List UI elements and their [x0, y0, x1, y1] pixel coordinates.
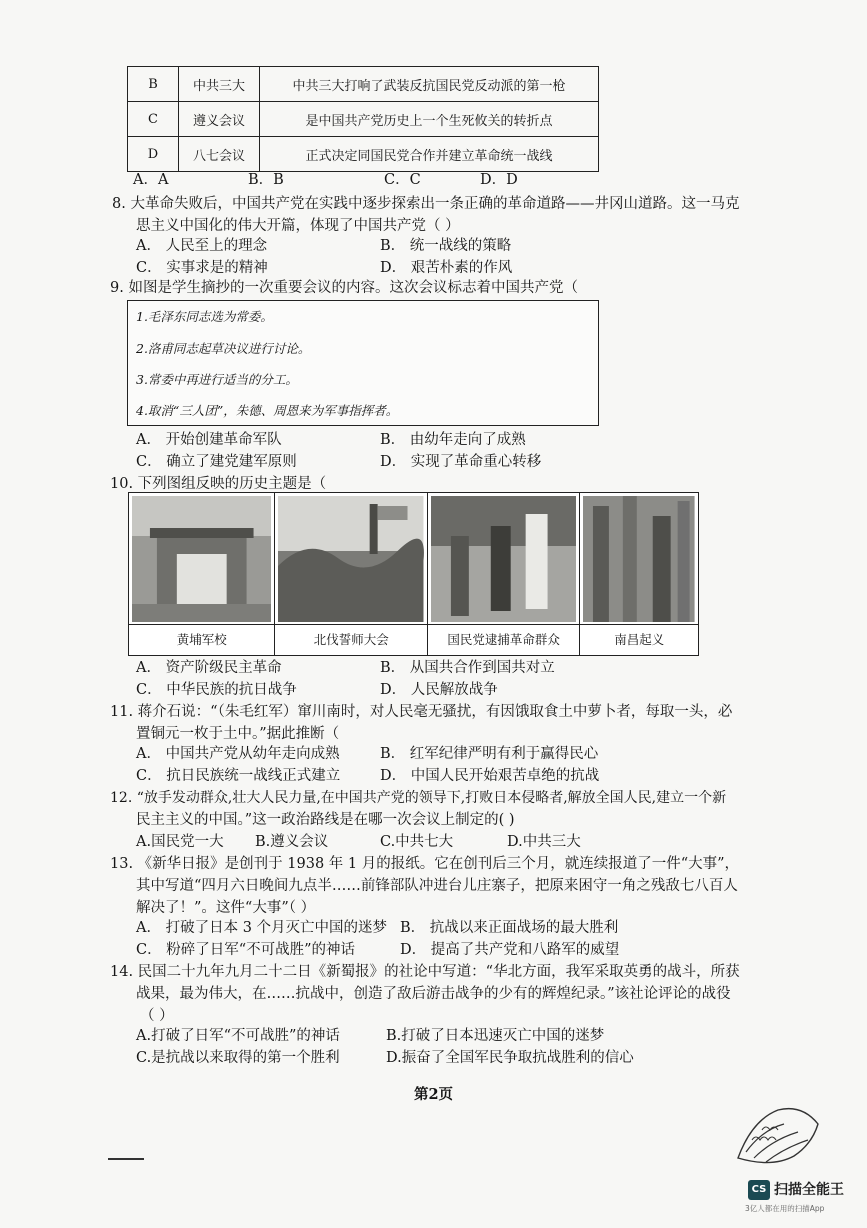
table-cell: B	[128, 67, 179, 102]
meeting-notes-box	[127, 300, 599, 426]
photo-cell	[428, 493, 580, 655]
q14-option-c[interactable]: C.是抗战以来取得的第一个胜利	[136, 1050, 340, 1066]
q13-option-a[interactable]: A． 打破了日本 3 个月灭亡中国的迷梦	[136, 920, 388, 936]
q10-option-c[interactable]: C． 中华民族的抗日战争	[136, 682, 297, 698]
q8-stem-line: 思主义中国化的伟大开篇，体现了中国共产党（ ）	[136, 218, 460, 234]
note-line: 2.洛甫同志起草决议进行讨论。	[136, 341, 311, 356]
q11-option-d[interactable]: D． 中国人民开始艰苦卓绝的抗战	[380, 768, 600, 784]
table-cell: 中共三大打响了武装反抗国民党反动派的第一枪	[260, 67, 599, 102]
q11-stem-line: 置铜元一枚于土中。”据此推断（	[136, 726, 340, 742]
q12-option-b[interactable]: B.遵义会议	[255, 834, 329, 850]
q10-option-b[interactable]: B． 从国共合作到国共对立	[380, 660, 555, 676]
table-cell: 遵义会议	[179, 102, 260, 137]
q8-option-a[interactable]: A． 人民至上的理念	[136, 238, 268, 254]
q13-stem-line: 解决了！”。这件“大事”（ ）	[136, 900, 316, 916]
arrest-of-revolutionaries-photo	[431, 496, 576, 622]
q9-stem-line: 9. 如图是学生摘抄的一次重要会议的内容。这次会议标志着中国共产党（	[110, 280, 578, 296]
camscanner-name: 扫描全能王	[774, 1182, 844, 1198]
q11-option-b[interactable]: B． 红军纪律严明有利于赢得民心	[380, 746, 599, 762]
q13-option-c[interactable]: C． 粉碎了日军“不可战胜”的神话	[136, 942, 356, 958]
q7-option-b[interactable]: B．B	[248, 172, 284, 188]
q13-stem-line: 13. 《新华日报》是创刊于 1938 年 1 月的报纸。它在创刊后三个月，就连续报道了一件“大事”，	[110, 856, 740, 872]
q10-option-a[interactable]: A． 资产阶级民主革命	[136, 660, 282, 676]
photo-caption: 国民党逮捕革命群众	[428, 624, 579, 655]
q7-option-d[interactable]: D．D	[480, 172, 518, 188]
q14-stem-line: 战果，最为伟大，在……抗战中，创造了敌后游击战争的少有的辉煌纪录。”该社论评论的战役	[136, 986, 731, 1002]
q13-option-d[interactable]: D． 提高了共产党和八路军的威望	[400, 942, 620, 958]
q11-option-a[interactable]: A． 中国共产党从幼年走向成熟	[136, 746, 340, 762]
q11-stem-line: 11. 蒋介石说：“（朱毛红军）窜川南时，对人民毫无骚扰，有因饿取食土中萝卜者，每取一头，必	[110, 704, 733, 720]
q8-stem-line: 8. 大革命失败后，中国共产党在实践中逐步探索出一条正确的革命道路——井冈山道路。这一马克	[112, 196, 740, 212]
northern-expedition-rally-photo	[278, 496, 423, 622]
q9-option-d[interactable]: D． 实现了革命重心转移	[380, 454, 542, 470]
doodle-icon	[732, 1100, 824, 1170]
table-cell: 正式决定同国民党合作并建立革命统一战线	[260, 137, 599, 172]
q14-option-a[interactable]: A.打破了日军“不可战胜”的神话	[136, 1028, 340, 1044]
q13-option-b[interactable]: B． 抗战以来正面战场的最大胜利	[400, 920, 619, 936]
photo-caption: 黄埔军校	[129, 624, 274, 655]
whampoa-academy-photo	[132, 496, 271, 622]
q8-option-b[interactable]: B． 统一战线的策略	[380, 238, 512, 254]
q14-option-d[interactable]: D.振奋了全国军民争取抗战胜利的信心	[386, 1050, 634, 1066]
q12-stem-line: 12. “放手发动群众,壮大人民力量,在中国共产党的领导下,打败日本侵略者,解放全国人民,建立一个新	[110, 790, 727, 806]
q7-option-a[interactable]: A．A	[133, 172, 169, 188]
photo-cell	[580, 493, 698, 655]
note-line: 4.取消“三人团”，朱德、周恩来为军事指挥者。	[136, 403, 399, 418]
q10-option-d[interactable]: D． 人民解放战争	[380, 682, 498, 698]
table-row	[128, 67, 599, 102]
answer-table	[127, 66, 599, 172]
table-row	[128, 102, 599, 137]
q10-stem-line: 10. 下列图组反映的历史主题是（	[110, 476, 327, 492]
photo-cell	[275, 493, 427, 655]
scan-mark	[108, 1158, 144, 1160]
camscanner-logo: CS	[748, 1180, 770, 1200]
table-cell: C	[128, 102, 179, 137]
q8-option-c[interactable]: C． 实事求是的精神	[136, 260, 268, 276]
camscanner-tagline: 3亿人都在用的扫描App	[745, 1204, 825, 1213]
page-number: 第2页	[413, 1086, 454, 1103]
table-cell: 八七会议	[179, 137, 260, 172]
q9-option-b[interactable]: B． 由幼年走向了成熟	[380, 432, 526, 448]
q11-option-c[interactable]: C． 抗日民族统一战线正式建立	[136, 768, 341, 784]
table-cell: 中共三大	[179, 67, 260, 102]
q8-option-d[interactable]: D． 艰苦朴素的作风	[380, 260, 513, 276]
table-cell: D	[128, 137, 179, 172]
nanchang-uprising-photo	[583, 496, 695, 622]
q13-stem-line: 其中写道“四月六日晚间九点半……前锋部队冲进台儿庄寨子，把原来困守一角之残敌七八百人	[136, 878, 738, 894]
q9-option-c[interactable]: C． 确立了建党建军原则	[136, 454, 297, 470]
note-line: 1.毛泽东同志选为常委。	[136, 309, 273, 324]
table-cell: 是中国共产党历史上一个生死攸关的转折点	[260, 102, 599, 137]
q9-option-a[interactable]: A． 开始创建革命军队	[136, 432, 282, 448]
photo-cell	[129, 493, 275, 655]
q7-option-c[interactable]: C．C	[384, 172, 421, 188]
q12-option-a[interactable]: A.国民党一大	[136, 834, 224, 850]
q12-stem-line: 民主主义的中国。”这一政治路线是在哪一次会议上制定的( )	[136, 812, 515, 828]
photo-caption: 北伐誓师大会	[275, 624, 426, 655]
q12-option-c[interactable]: C.中共七大	[380, 834, 454, 850]
q14-stem-line: （ ）	[140, 1008, 174, 1024]
history-photo-strip	[128, 492, 699, 656]
q14-stem-line: 14. 民国二十九年九月二十二日《新蜀报》的社论中写道：“华北方面，我军采取英勇的战斗，所获	[110, 964, 740, 980]
q14-option-b[interactable]: B.打破了日本迅速灭亡中国的迷梦	[386, 1028, 605, 1044]
table-row	[128, 137, 599, 172]
photo-caption: 南昌起义	[580, 624, 698, 655]
q12-option-d[interactable]: D.中共三大	[507, 834, 581, 850]
note-line: 3.常委中再进行适当的分工。	[136, 372, 298, 387]
